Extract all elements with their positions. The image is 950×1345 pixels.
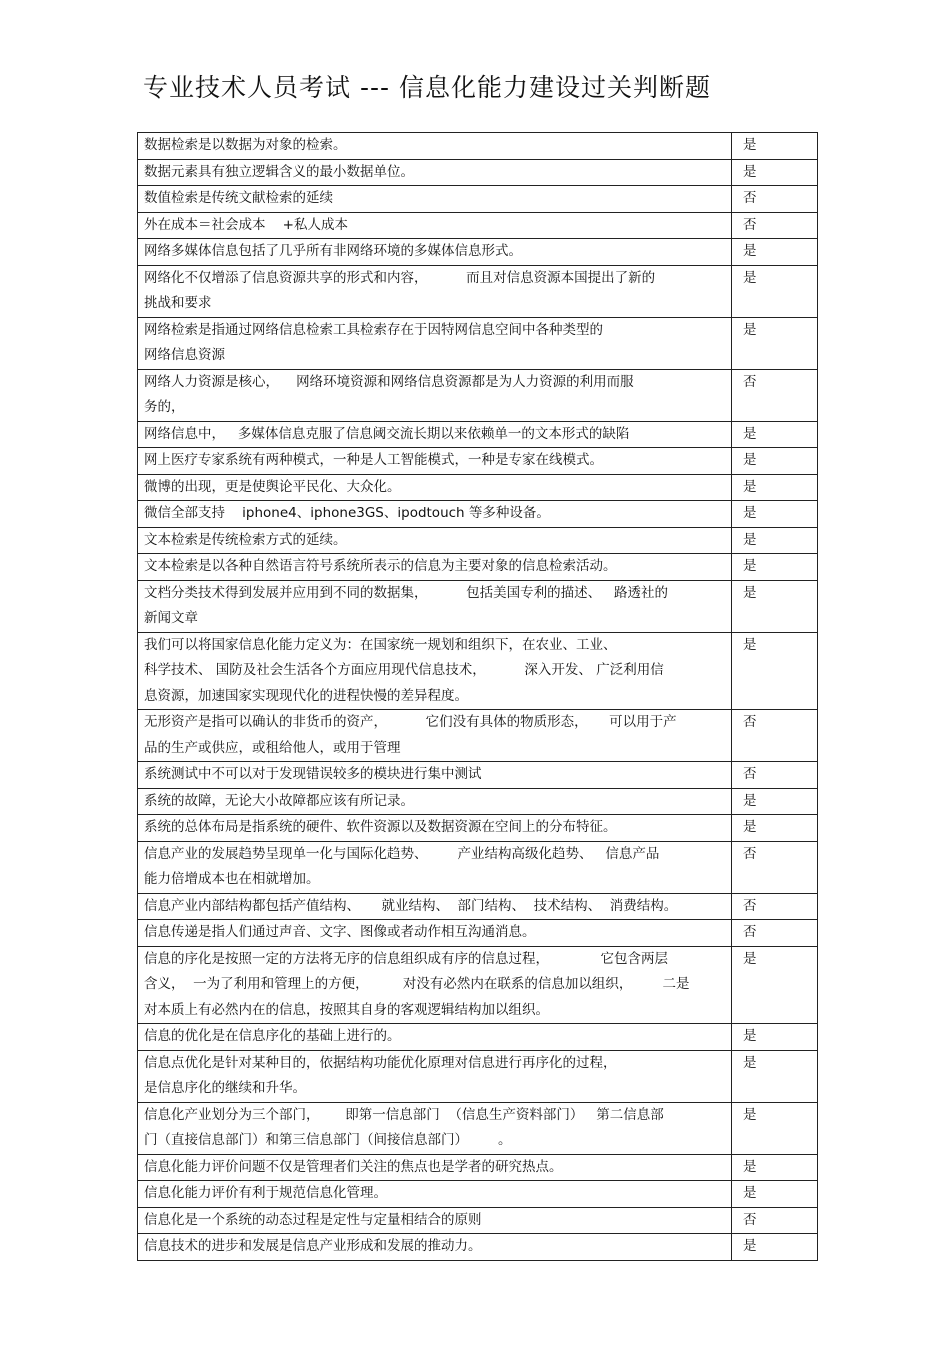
table-row [138, 159, 818, 186]
table-row [138, 265, 818, 317]
question-cell: 信息的序化是按照一定的方法将无序的信息组织成有序的信息过程， 它包含两层 含义， 一为了利用和管理上的方便， 对没有必然内在联系的信息加以组织， 二是 对本质上有必然内在的信息，按照其自身的客观逻辑结构加以组织。 [138, 946, 732, 1024]
answer-cell: 是 [732, 1181, 818, 1208]
question-cell: 信息点优化是针对某种目的，依据结构功能优化原理对信息进行再序化的过程， 是信息序化的继续和升华。 [138, 1050, 732, 1102]
question-cell: 信息化能力评价有利于规范信息化管理。 [138, 1181, 732, 1208]
table-row [138, 554, 818, 581]
question-cell: 网络检索是指通过网络信息检索工具检索存在于因特网信息空间中各种类型的 网络信息资源 [138, 317, 732, 369]
answer-cell: 是 [732, 421, 818, 448]
answer-cell: 是 [732, 474, 818, 501]
table-row [138, 239, 818, 266]
question-cell: 网络信息中， 多媒体信息克服了信息阈交流长期以来依赖单一的文本形式的缺陷 [138, 421, 732, 448]
question-cell: 信息产业内部结构都包括产值结构、 就业结构、 部门结构、 技术结构、 消费结构。 [138, 893, 732, 920]
table-row [138, 841, 818, 893]
table-row [138, 815, 818, 842]
answer-cell: 是 [732, 946, 818, 1024]
answer-cell: 是 [732, 1024, 818, 1051]
question-cell: 微信全部支持 iphone4、iphone3GS、ipodtouch 等多种设备。 [138, 501, 732, 528]
answer-cell: 是 [732, 815, 818, 842]
answer-cell: 否 [732, 920, 818, 947]
table-row [138, 527, 818, 554]
table-row [138, 448, 818, 475]
answer-cell: 是 [732, 501, 818, 528]
question-cell: 外在成本＝社会成本 +私人成本 [138, 212, 732, 239]
question-cell: 信息传递是指人们通过声音、文字、图像或者动作相互沟通消息。 [138, 920, 732, 947]
table-row [138, 186, 818, 213]
answer-cell: 是 [732, 1102, 818, 1154]
table-row [138, 762, 818, 789]
question-cell: 微博的出现，更是使舆论平民化、大众化。 [138, 474, 732, 501]
question-cell: 信息技术的进步和发展是信息产业形成和发展的推动力。 [138, 1234, 732, 1261]
table-row [138, 133, 818, 160]
table-row [138, 1207, 818, 1234]
answer-cell: 是 [732, 632, 818, 710]
answer-cell: 否 [732, 1207, 818, 1234]
table-row [138, 946, 818, 1024]
answer-cell: 否 [732, 369, 818, 421]
question-cell: 信息化产业划分为三个部门， 即第一信息部门 （信息生产资料部门） 第二信息部 门（直接信息部门）和第三信息部门（间接信息部门） 。 [138, 1102, 732, 1154]
question-cell: 系统测试中不可以对于发现错误较多的模块进行集中测试 [138, 762, 732, 789]
question-cell: 信息的优化是在信息序化的基础上进行的。 [138, 1024, 732, 1051]
table-row [138, 788, 818, 815]
table-row [138, 501, 818, 528]
question-cell: 网络多媒体信息包括了几乎所有非网络环境的多媒体信息形式。 [138, 239, 732, 266]
answer-cell: 是 [732, 788, 818, 815]
question-cell: 数值检索是传统文献检索的延续 [138, 186, 732, 213]
judgment-table [137, 132, 818, 1261]
answer-cell: 是 [732, 580, 818, 632]
table-row [138, 421, 818, 448]
table-row [138, 1050, 818, 1102]
table-row [138, 710, 818, 762]
answer-cell: 否 [732, 762, 818, 789]
question-cell: 数据元素具有独立逻辑含义的最小数据单位。 [138, 159, 732, 186]
table-row [138, 1181, 818, 1208]
table-row [138, 474, 818, 501]
table-row [138, 1234, 818, 1261]
question-cell: 我们可以将国家信息化能力定义为：在国家统一规划和组织下，在农业、工业、 科学技术、 国防及社会生活各个方面应用现代信息技术， 深入开发、 广泛利用信 息资源，加速国家实现现代化的进程快慢的差异程度。 [138, 632, 732, 710]
table-row [138, 893, 818, 920]
answer-cell: 是 [732, 317, 818, 369]
table-row [138, 580, 818, 632]
answer-cell: 是 [732, 133, 818, 160]
question-cell: 文本检索是传统检索方式的延续。 [138, 527, 732, 554]
answer-cell: 否 [732, 710, 818, 762]
answer-cell: 是 [732, 448, 818, 475]
table-row [138, 317, 818, 369]
question-cell: 网络人力资源是核心， 网络环境资源和网络信息资源都是为人力资源的利用而服 务的， [138, 369, 732, 421]
question-cell: 信息化是一个系统的动态过程是定性与定量相结合的原则 [138, 1207, 732, 1234]
page-title: 专业技术人员考试 --- 信息化能力建设过关判断题 [143, 73, 711, 102]
question-cell: 信息产业的发展趋势呈现单一化与国际化趋势、 产业结构高级化趋势、 信息产品 能力倍增成本也在相就增加。 [138, 841, 732, 893]
answer-cell: 是 [732, 1050, 818, 1102]
question-cell: 数据检索是以数据为对象的检索。 [138, 133, 732, 160]
answer-cell: 否 [732, 841, 818, 893]
answer-cell: 是 [732, 554, 818, 581]
question-cell: 系统的故障，无论大小故障都应该有所记录。 [138, 788, 732, 815]
question-cell: 网络化不仅增添了信息资源共享的形式和内容， 而且对信息资源本国提出了新的 挑战和要求 [138, 265, 732, 317]
table-row [138, 369, 818, 421]
judgment-table-body [138, 133, 818, 1261]
answer-cell: 否 [732, 186, 818, 213]
answer-cell: 是 [732, 1154, 818, 1181]
table-row [138, 1154, 818, 1181]
table-row [138, 920, 818, 947]
answer-cell: 否 [732, 893, 818, 920]
table-row [138, 1102, 818, 1154]
table-row [138, 632, 818, 710]
question-cell: 文档分类技术得到发展并应用到不同的数据集， 包括美国专利的描述、 路透社的 新闻文章 [138, 580, 732, 632]
question-cell: 系统的总体布局是指系统的硬件、软件资源以及数据资源在空间上的分布特征。 [138, 815, 732, 842]
answer-cell: 是 [732, 159, 818, 186]
question-cell: 信息化能力评价问题不仅是管理者们关注的焦点也是学者的研究热点。 [138, 1154, 732, 1181]
answer-cell: 是 [732, 1234, 818, 1261]
question-cell: 无形资产是指可以确认的非货币的资产， 它们没有具体的物质形态， 可以用于产 品的生产或供应，或租给他人，或用于管理 [138, 710, 732, 762]
answer-cell: 是 [732, 527, 818, 554]
answer-cell: 是 [732, 265, 818, 317]
answer-cell: 否 [732, 212, 818, 239]
question-cell: 文本检索是以各种自然语言符号系统所表示的信息为主要对象的信息检索活动。 [138, 554, 732, 581]
table-row [138, 212, 818, 239]
table-row [138, 1024, 818, 1051]
question-cell: 网上医疗专家系统有两种模式，一种是人工智能模式，一种是专家在线模式。 [138, 448, 732, 475]
answer-cell: 是 [732, 239, 818, 266]
